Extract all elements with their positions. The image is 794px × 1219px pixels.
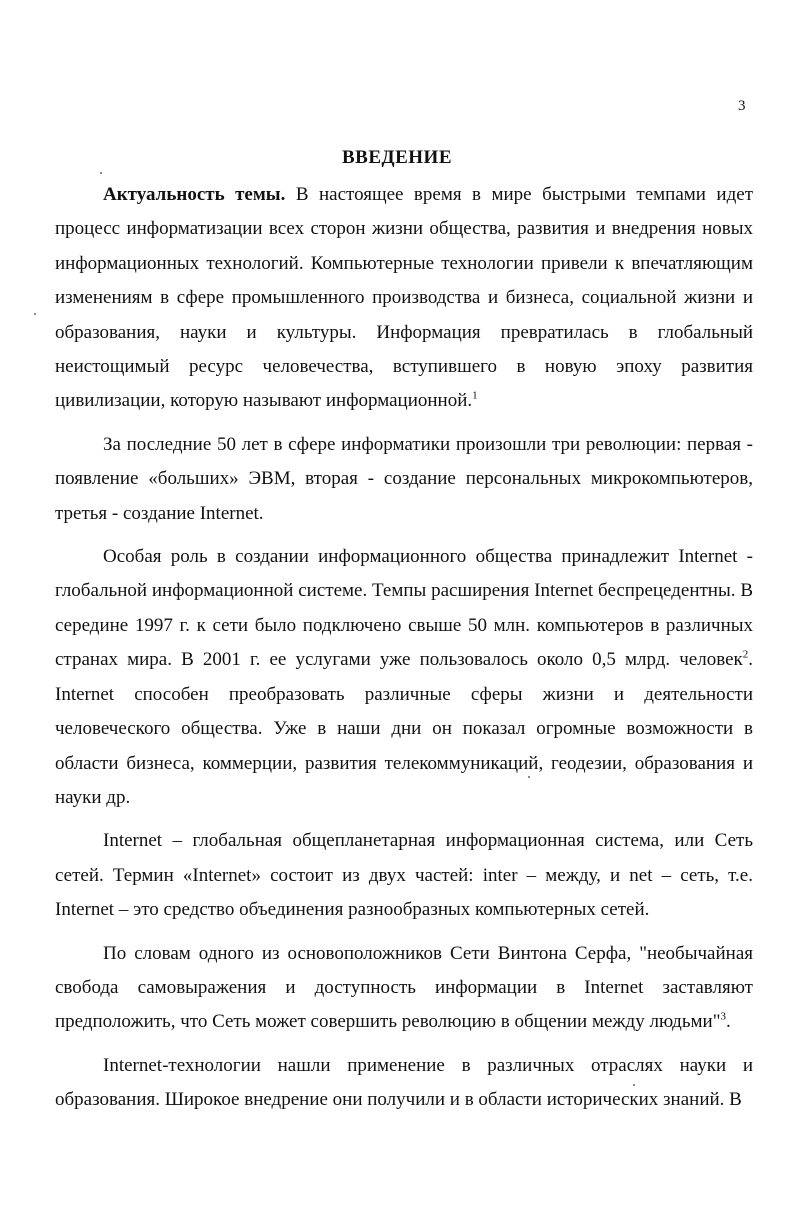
footnote-ref: 2 xyxy=(742,648,749,661)
page-number: 3 xyxy=(738,98,746,114)
paragraph-lead: Актуальность темы. xyxy=(103,184,286,205)
section-heading: ВВЕДЕНИЕ xyxy=(342,147,452,168)
paragraph-cerf-quote xyxy=(55,937,753,1040)
paragraph-text: Internet – глобальная общепланетарная информационная система, или Сеть сетей. Термин «Internet» состоит из двух частей: inter – между, и net – сеть, т.е. Internet – это средство объединения разнообразных компьютерных сетей. xyxy=(55,830,753,921)
paragraph-revolutions xyxy=(55,428,753,531)
paragraph-internet-definition xyxy=(55,824,753,927)
footnote-ref: 1 xyxy=(472,390,478,403)
scan-speck xyxy=(34,313,36,315)
paragraph-relevance xyxy=(55,178,753,419)
paragraph-text: Особая роль в создании информационного общества принадлежит Internet - глобальной информационной системе. Темпы расширения Internet беспрецедентны. В середине 1997 г. к сети было подключено свыше 50 млн. компьютеров в различных странах мира. В 2001 г. ее услугами уже пользовалось около 0,5 млрд. человек xyxy=(55,546,753,671)
paragraph-text: Internet-технологии нашли применение в различных отраслях науки и образования. Широкое внедрение они получили и в области исторических знаний. В xyxy=(55,1054,753,1111)
scan-speck xyxy=(100,172,102,174)
scan-speck xyxy=(633,1084,635,1086)
paragraph-internet-technologies xyxy=(55,1049,753,1118)
paragraph-text: В настоящее время в мире быстрыми темпами идет процесс информатизации всех сторон жизни общества, развития и внедрения новых информационных технологий. Компьютерные технологии привели к впечатляющим изменениям в сфере промышленного производства и бизнеса, социальной жизни и образования, науки и культуры. Информация превратилась в глобальный неистощимый ресурс человечества, вступившего в новую эпоху развития цивилизации, которую называют информационной. xyxy=(55,184,753,412)
paragraph-text: . Internet способен преобразовать различные сферы жизни и деятельности человеческого общества. Уже в наши дни он показал огромные возможности в области бизнеса, коммерции, развития телекоммуникаций, геодезии, образования и науки др. xyxy=(55,649,753,808)
paragraph-text: По словам одного из основоположников Сети Винтона Серфа, "необычайная свобода самовыражения и доступность информации в Internet заставляют предположить, что Сеть может совершить революцию в общении между людьми" xyxy=(55,942,753,1033)
paragraph-text: За последние 50 лет в сфере информатики произошли три революции: первая - появление «больших» ЭВМ, вторая - создание персональных микрокомпьютеров, третья - создание Internet. xyxy=(55,433,753,524)
footnote-ref: 3 xyxy=(720,1011,726,1024)
scan-speck xyxy=(528,776,530,778)
paragraph-text: . xyxy=(725,1011,731,1033)
paragraph-internet-role xyxy=(55,540,753,815)
body-text xyxy=(55,178,753,1127)
